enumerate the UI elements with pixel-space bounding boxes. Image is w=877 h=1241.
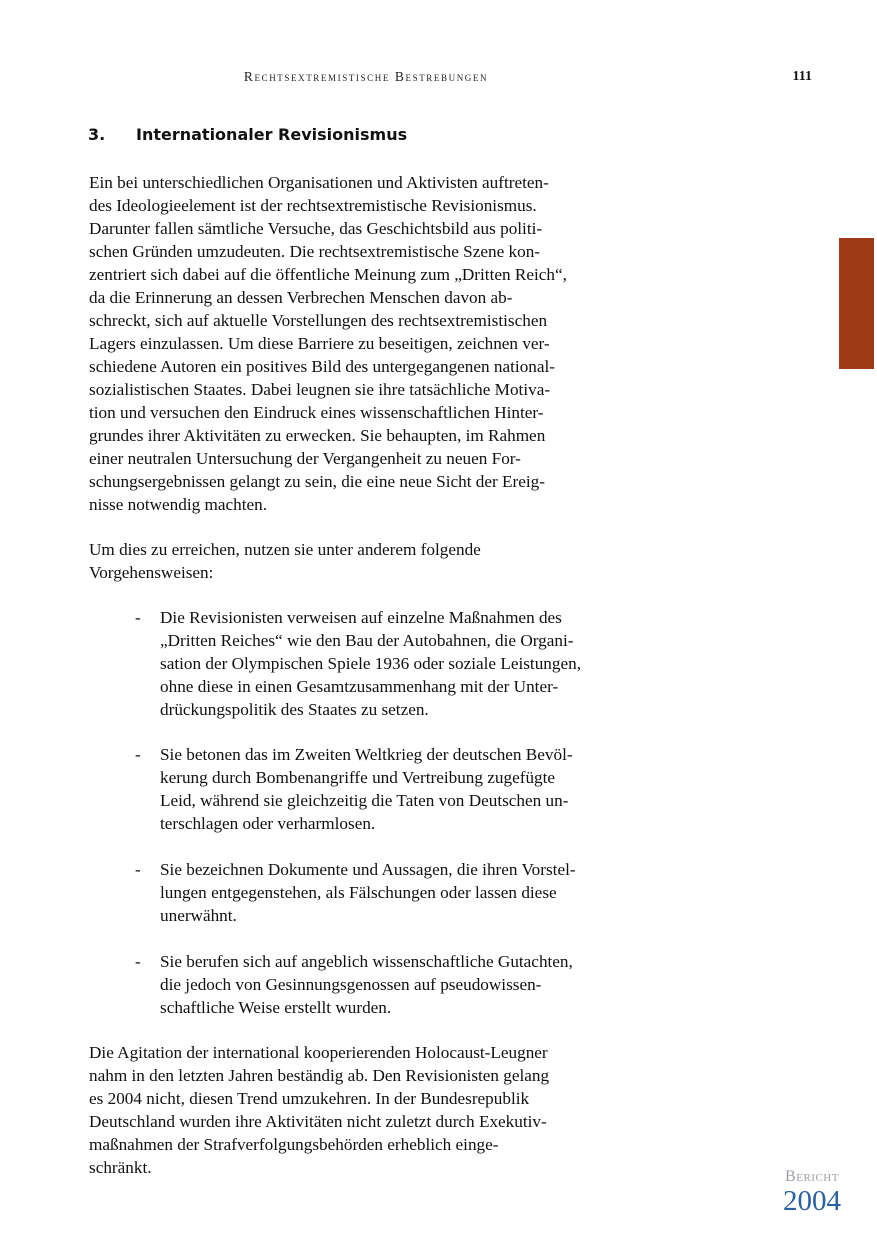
text-line: terschlagen oder verharmlosen. [160, 814, 376, 833]
bullet-dash: - [135, 745, 141, 764]
text-line: Sie betonen das im Zweiten Weltkrieg der deutschen Bevöl- [160, 745, 573, 764]
text-line: schreckt, sich auf aktuelle Vorstellungen des rechtsextremistischen [89, 311, 548, 330]
text-line: zentriert sich dabei auf die öffentliche Meinung zum „Dritten Reich“, [89, 265, 567, 284]
chapter-side-tab [839, 238, 874, 369]
text-line: sozialistischen Staates. Dabei leugnen sie ihre tatsächliche Motiva- [89, 380, 551, 399]
text-line: Deutschland wurden ihre Aktivitäten nicht zuletzt durch Exekutiv- [89, 1112, 547, 1131]
text-line: „Dritten Reiches“ wie den Bau der Autobahnen, die Organi- [160, 631, 574, 650]
text-line: ohne diese in einen Gesamtzusammenhang mit der Unter- [160, 677, 559, 696]
text-line: kerung durch Bombenangriffe und Vertreibung zugefügte [160, 768, 556, 787]
text-line: tion und versuchen den Eindruck eines wissenschaftlichen Hinter- [89, 403, 544, 422]
text-line: schen Gründen umzudeuten. Die rechtsextremistische Szene kon- [89, 242, 541, 261]
text-line: nahm in den letzten Jahren beständig ab. Den Revisionisten gelang [89, 1066, 550, 1085]
text-line: Vorgehensweisen: [89, 563, 214, 582]
text-line: da die Erinnerung an dessen Verbrechen Menschen davon ab- [89, 288, 513, 307]
text-line: Sie berufen sich auf angeblich wissenschaftliche Gutachten, [160, 952, 573, 971]
text-line: grundes ihrer Aktivitäten zu erwecken. Sie behaupten, im Rahmen [89, 426, 546, 445]
text-line: Sie bezeichnen Dokumente und Aussagen, die ihren Vorstel- [160, 860, 576, 879]
text-line: Ein bei unterschiedlichen Organisationen und Aktivisten auftreten- [89, 173, 549, 192]
text-line: einer neutralen Untersuchung der Vergangenheit zu neuen For- [89, 449, 521, 468]
text-line: sation der Olympischen Spiele 1936 oder soziale Leistungen, [160, 654, 581, 673]
text-line: die jedoch von Gesinnungsgenossen auf pseudowissen- [160, 975, 542, 994]
section-title: Internationaler Revisionismus [136, 125, 408, 144]
bullet-item-4 [160, 950, 573, 1019]
text-line: lungen entgegenstehen, als Fälschungen oder lassen diese [160, 883, 557, 902]
report-logo [778, 1168, 846, 1216]
bullet-item-2 [160, 743, 573, 835]
paragraph-methods-intro [89, 538, 481, 584]
bullet-dash: - [135, 952, 141, 971]
text-line: Lagers einzulassen. Um diese Barriere zu beseitigen, zeichnen ver- [89, 334, 550, 353]
logo-word: Bericht [785, 1168, 839, 1185]
text-line: schiedene Autoren ein positives Bild des untergegangenen national- [89, 357, 556, 376]
running-header-title: Rechtsextremistische Bestrebungen [243, 69, 489, 84]
text-line: schränkt. [89, 1158, 152, 1177]
text-line: unerwähnt. [160, 906, 237, 925]
paragraph-intro [89, 171, 567, 516]
page-number: 111 [792, 69, 812, 84]
text-line: drückungspolitik des Staates zu setzen. [160, 700, 429, 719]
text-line: Leid, während sie gleichzeitig die Taten von Deutschen un- [160, 791, 569, 810]
bullet-dash: - [135, 608, 141, 627]
bullet-item-1 [160, 606, 581, 721]
text-line: nisse notwendig machten. [89, 495, 268, 514]
paragraph-conclusion [89, 1041, 549, 1179]
bullet-dash: - [135, 860, 141, 879]
section-heading [88, 125, 407, 144]
section-number: 3. [88, 125, 106, 144]
text-line: schungsergebnissen gelangt zu sein, die eine neue Sicht der Ereig- [89, 472, 545, 491]
bullet-item-3 [160, 858, 576, 927]
text-line: maßnahmen der Strafverfolgungsbehörden erheblich einge- [89, 1135, 499, 1154]
text-line: schaftliche Weise erstellt wurden. [160, 998, 392, 1017]
text-line: es 2004 nicht, diesen Trend umzukehren. In der Bundesrepublik [89, 1089, 530, 1108]
text-line: Die Agitation der international kooperierenden Holocaust-Leugner [89, 1043, 548, 1062]
text-line: Die Revisionisten verweisen auf einzelne Maßnahmen des [160, 608, 562, 627]
text-line: Darunter fallen sämtliche Versuche, das Geschichtsbild aus politi- [89, 219, 543, 238]
logo-year: 2004 [783, 1185, 841, 1217]
text-line: des Ideologieelement ist der rechtsextremistische Revisionismus. [89, 196, 537, 215]
text-line: Um dies zu erreichen, nutzen sie unter anderem folgende [89, 540, 481, 559]
